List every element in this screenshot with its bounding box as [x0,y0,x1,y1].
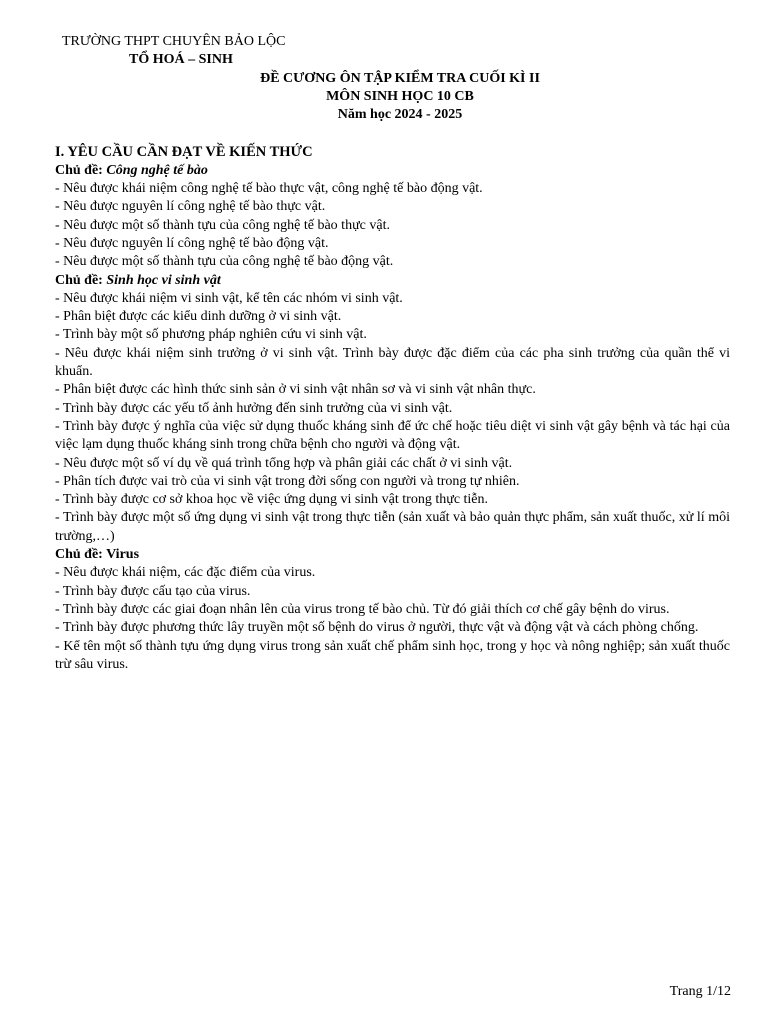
list-item: - Trình bày được ý nghĩa của việc sử dụng thuốc kháng sinh để ức chế hoặc tiêu diệt vi sinh vật gây bệnh và tác hại của việc lạm dụng thuốc kháng sinh trong chữa bệnh cho người và động vật. [55,418,730,453]
school-name: TRƯỜNG THPT CHUYÊN BẢO LỘC [62,34,286,49]
topic-name: Sinh học vi sinh vật [106,272,221,288]
topic-prefix: Chủ đề: [55,547,107,563]
document-page [55,33,730,674]
subject-title: MÔN SINH HỌC 10 CB [326,88,474,104]
document-title: ĐỀ CƯƠNG ÔN TẬP KIỂM TRA CUỐI KÌ II [260,70,540,86]
list-item: - Nêu được một số thành tựu của công nghệ tế bào thực vật. [55,217,390,233]
topic-heading [55,162,730,180]
topic-prefix: Chủ đề: [55,162,107,178]
list-item: - Nêu được khái niệm công nghệ tế bào thực vật, công nghệ tế bào động vật. [55,181,483,197]
list-item: - Trình bày được cấu tạo của virus. [55,583,251,599]
spacer [55,124,730,143]
list-item: - Nêu được khái niệm, các đặc điểm của virus. [55,565,316,581]
list-item: - Nêu được nguyên lí công nghệ tế bào động vật. [55,235,329,251]
topic-heading [55,546,730,564]
list-item: - Nêu được một số thành tựu của công nghệ tế bào động vật. [55,254,394,270]
list-item: - Phân biệt được các hình thức sinh sản ở vi sinh vật nhân sơ và vi sinh vật nhân thực. [55,382,536,398]
topic-name: Công nghệ tế bào [106,162,208,178]
list-item: - Trình bày được một số ứng dụng vi sinh vật trong thực tiễn (sản xuất và bảo quản thực phẩm, sản xuất thuốc, xử lí môi trường,…) [55,510,730,544]
list-item: - Nêu được nguyên lí công nghệ tế bào thực vật. [55,199,326,215]
list-item: - Trình bày được các giai đoạn nhân lên của virus trong tế bào chủ. Từ đó giải thích cơ chế gây bệnh do virus. [55,601,670,617]
list-item: - Phân biệt được các kiểu dinh dưỡng ở vi sinh vật. [55,309,342,325]
list-item: - Kể tên một số thành tựu ứng dụng virus trong sản xuất chế phẩm sinh học, trong y học và nông nghiệp; sản xuất thuốc trừ sâu virus. [55,638,730,672]
list-item: - Nêu được một số ví dụ về quá trình tổng hợp và phân giải các chất ở vi sinh vật. [55,455,513,471]
department-name: TỔ HOÁ – SINH [129,52,233,68]
list-item: - Nêu được khái niệm sinh trưởng ở vi sinh vật. Trình bày được đặc điểm của các pha sinh trưởng của quần thể vi khuẩn. [55,345,730,380]
school-year: Năm học 2024 - 2025 [337,107,463,123]
page-number: Trang 1/12 [669,984,731,999]
list-item: - Nêu được khái niệm vi sinh vật, kể tên các nhóm vi sinh vật. [55,290,403,306]
topic-heading [55,272,730,290]
list-item: - Trình bày được cơ sở khoa học về việc ứng dụng vi sinh vật trong thực tiễn. [55,492,489,508]
list-item: - Phân tích được vai trò của vi sinh vật trong đời sống con người và trong tự nhiên. [55,473,520,489]
topic-name: Virus [106,547,140,563]
list-item: - Trình bày được các yếu tố ảnh hưởng đến sinh trưởng của vi sinh vật. [55,400,453,416]
list-item: - Trình bày được phương thức lây truyền một số bệnh do virus ở người, thực vật và động vật và cách phòng chống. [55,620,699,636]
topic-prefix: Chủ đề: [55,272,107,288]
list-item: - Trình bày một số phương pháp nghiên cứu vi sinh vật. [55,327,367,343]
section-title: I. YÊU CẦU CẦN ĐẠT VỀ KIẾN THỨC [55,144,313,161]
